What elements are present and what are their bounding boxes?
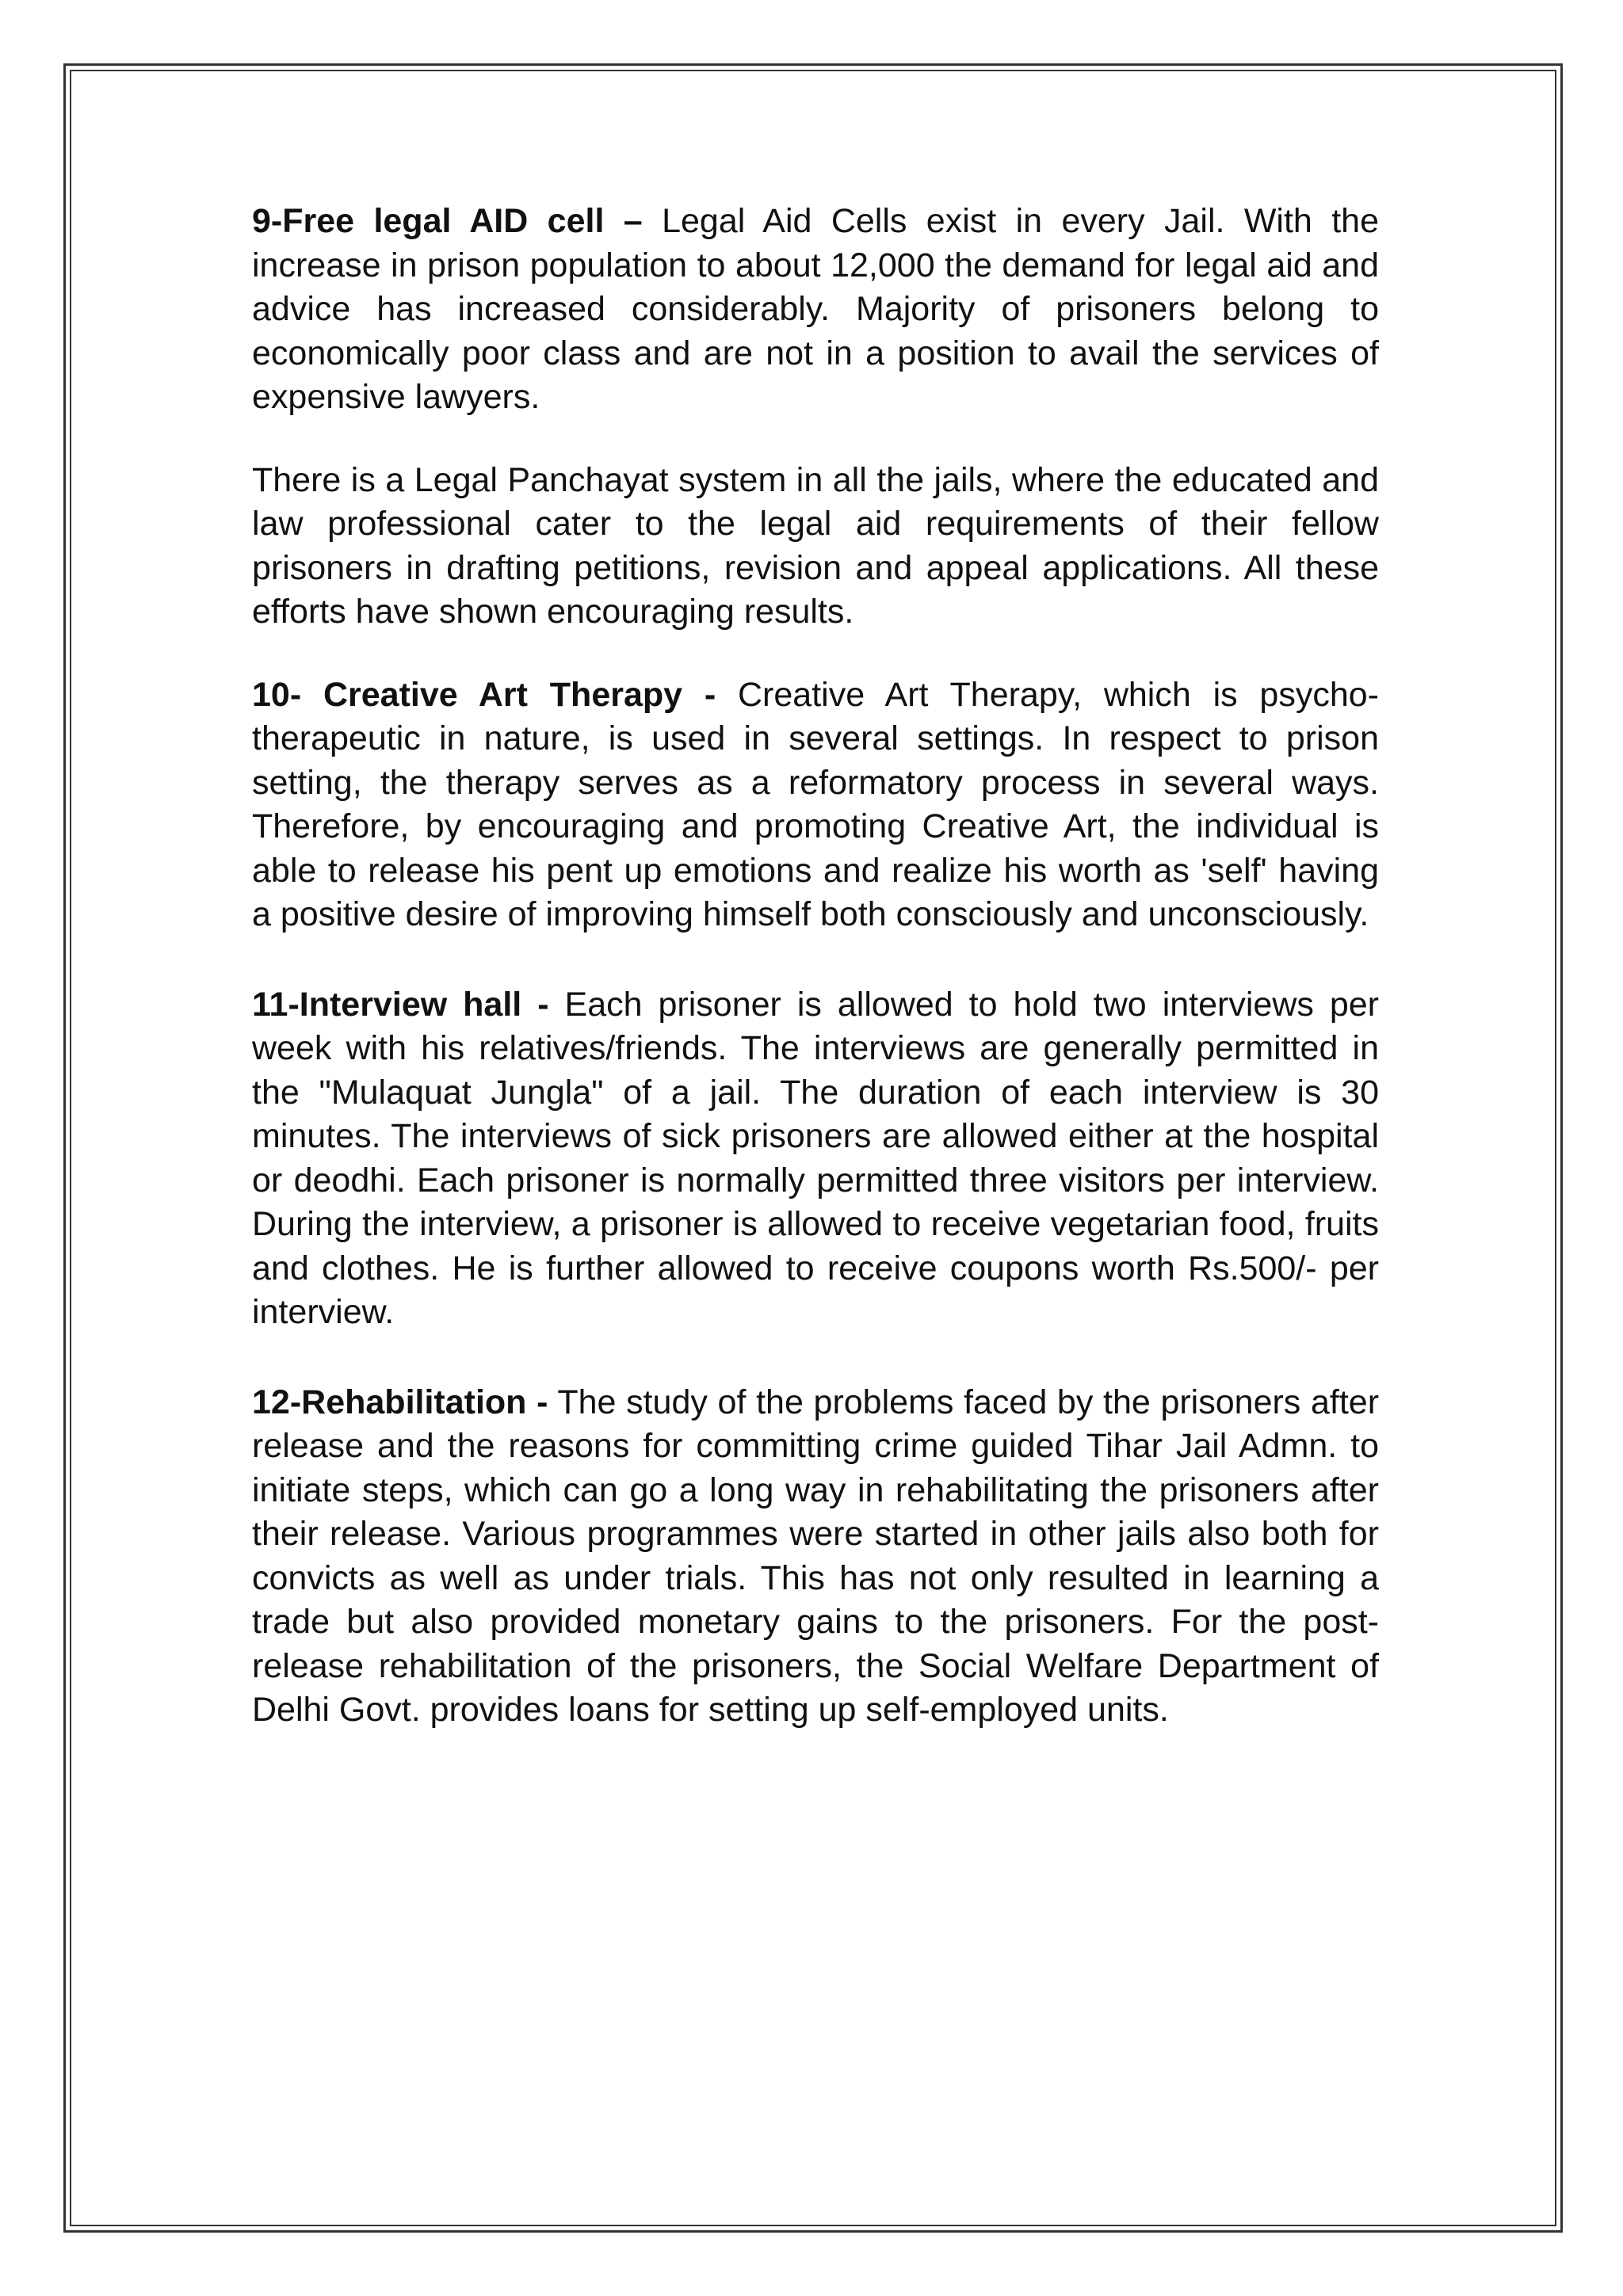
section-rehabilitation	[252, 1381, 1379, 1733]
section-heading: 9-Free legal AID cell –	[252, 202, 643, 240]
section-text: Legal Aid Cells exist in every Jail. With the increase in prison population to about 12,000 the demand for legal aid and advice has increased considerably. Majority of prisoners belong to economically poor class and are not in a position to avail the services of expensive lawyers.	[252, 202, 1379, 416]
section-heading: 12-Rehabilitation -	[252, 1383, 548, 1421]
section-heading: 11-Interview hall -	[252, 985, 549, 1024]
section-heading: 10- Creative Art Therapy -	[252, 675, 716, 714]
document-body	[252, 200, 1379, 1772]
section-legal-panchayat	[252, 459, 1379, 635]
section-text: There is a Legal Panchayat system in all the jails, where the educated and law professional cater to the legal aid requirements of their fellow prisoners in drafting petitions, revision and appeal applications. All these efforts have shown encouraging results.	[252, 460, 1379, 631]
section-text: The study of the problems faced by the prisoners after release and the reasons for committing crime guided Tihar Jail Admn. to initiate steps, which can go a long way in rehabilitating the prisoners after their release. Various programmes were started in other jails also both for convicts as well as under trials. This has not only resulted in learning a trade but also provided monetary gains to the prisoners. For the post-release rehabilitation of the prisoners, the Social Welfare Department of Delhi Govt. provides loans for setting up self-employed units.	[252, 1383, 1380, 1729]
section-creative-art-therapy	[252, 673, 1379, 937]
section-interview-hall	[252, 983, 1379, 1335]
section-text: Each prisoner is allowed to hold two interviews per week with his relatives/friends. The interviews are generally permitted in the "Mulaquat Jungla" of a jail. The duration of each interview is 30 minutes. The interviews of sick prisoners are allowed either at the hospital or deodhi. Each prisoner is normally permitted three visitors per interview. During the interview, a prisoner is allowed to receive vegetarian food, fruits and clothes. He is further allowed to receive coupons worth Rs.500/- per interview.	[252, 985, 1379, 1331]
section-free-legal-aid-cell	[252, 200, 1379, 420]
section-text: Creative Art Therapy, which is psycho-therapeutic in nature, is used in several settings. In respect to prison setting, the therapy serves as a reformatory process in several ways. Therefore, by encouraging and promoting Creative Art, the individual is able to release his pent up emotions and realize his worth as 'self' having a positive desire of improving himself both consciously and unconsciously.	[252, 675, 1379, 933]
